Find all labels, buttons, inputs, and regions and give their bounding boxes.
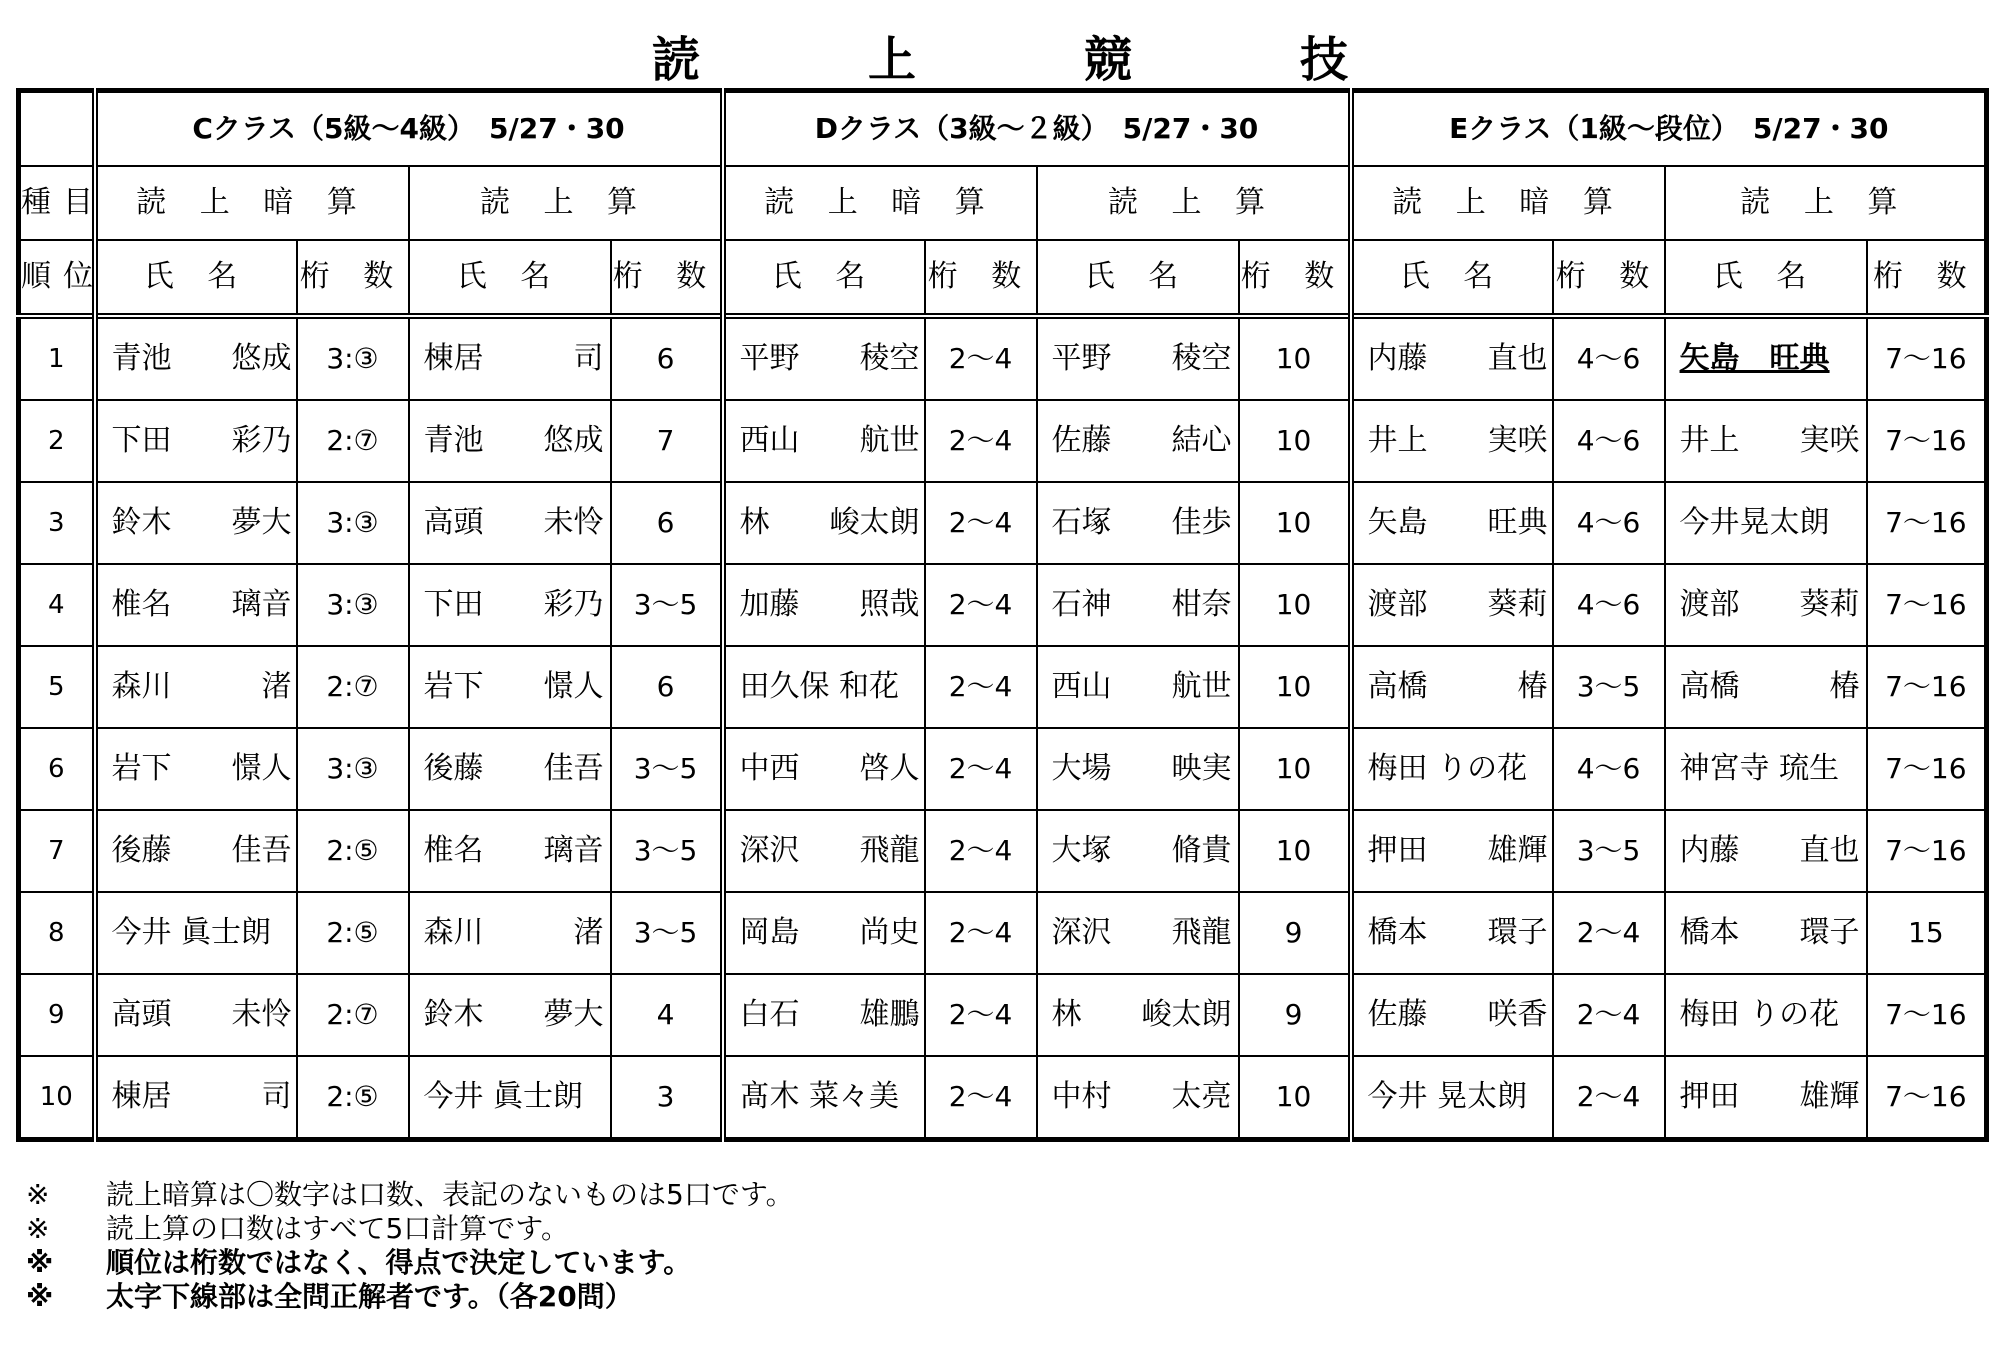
competitor-name: 石塚 佳歩 <box>1051 505 1232 540</box>
digits-cell: 10 <box>1239 316 1351 400</box>
name-cell <box>1665 728 1867 810</box>
name-cell <box>1665 974 1867 1056</box>
competitor-name: 今井 眞士朗 <box>111 915 272 950</box>
digits-cell: 2:⑦ <box>297 974 409 1056</box>
digits-cell: 7～16 <box>1867 646 1987 728</box>
competitor-name: 鈴木 夢大 <box>111 505 292 540</box>
digits-cell: 7～16 <box>1867 974 1987 1056</box>
rank-cell: 9 <box>19 974 95 1056</box>
digits-cell: 7～16 <box>1867 564 1987 646</box>
digits-cell: 2～4 <box>925 482 1037 564</box>
note-line <box>26 1280 794 1314</box>
digits-cell: 6 <box>611 482 723 564</box>
name-cell <box>1351 892 1553 974</box>
name-cell <box>1037 400 1239 482</box>
competitor-name: 林 峻太朗 <box>1051 997 1232 1032</box>
competitor-name: 梅田 りの花 <box>1679 997 1840 1032</box>
digits-cell: 10 <box>1239 400 1351 482</box>
name-cell <box>95 728 297 810</box>
table-row <box>19 974 1987 1056</box>
name-cell <box>95 482 297 564</box>
note-text: 太字下線部は全問正解者です。（各20問） <box>106 1280 633 1313</box>
table-row <box>19 728 1987 810</box>
digits-cell: 10 <box>1239 564 1351 646</box>
event-header: 読 上 算 <box>1037 166 1351 240</box>
table-row <box>19 892 1987 974</box>
competitor-name: 西山 航世 <box>1051 669 1232 704</box>
competitor-name: 岡島 尚史 <box>739 915 920 950</box>
name-cell <box>1037 974 1239 1056</box>
competitor-name: 橋本 環子 <box>1679 915 1860 950</box>
competitor-name: 森川 渚 <box>111 669 292 704</box>
name-cell <box>723 974 925 1056</box>
name-cell <box>1665 316 1867 400</box>
competitor-name: 岩下 憬人 <box>423 669 604 704</box>
rank-cell: 7 <box>19 810 95 892</box>
column-header-row <box>19 240 1987 316</box>
digits-cell: 7～16 <box>1867 482 1987 564</box>
name-cell <box>1351 810 1553 892</box>
name-cell <box>95 974 297 1056</box>
name-cell <box>409 316 611 400</box>
competitor-name: 高頭 未怜 <box>423 505 604 540</box>
competitor-name: 髙木 菜々美 <box>739 1079 900 1114</box>
competitor-name: 鈴木 夢大 <box>423 997 604 1032</box>
digits-cell: 2～4 <box>1553 1056 1665 1140</box>
note-mark: ※ <box>26 1178 50 1211</box>
name-cell <box>95 400 297 482</box>
digits-cell: 3～5 <box>611 728 723 810</box>
table-row <box>19 482 1987 564</box>
digits-column-header: 桁 数 <box>1867 240 1987 316</box>
competitor-name: 矢島 旺典 <box>1367 505 1548 540</box>
competitor-name: 今井 晃太朗 <box>1367 1079 1528 1114</box>
name-cell <box>95 810 297 892</box>
class-header: Dクラス（3級～２級） 5/27・30 <box>723 91 1351 167</box>
digits-column-header: 桁 数 <box>1239 240 1351 316</box>
name-cell <box>1351 564 1553 646</box>
competitor-name: 佐藤 結心 <box>1051 423 1232 458</box>
note-mark: ※ <box>26 1212 50 1245</box>
digits-cell: 4～6 <box>1553 728 1665 810</box>
name-cell <box>723 1056 925 1140</box>
note-line <box>26 1246 794 1280</box>
competitor-name: 青池 悠成 <box>423 423 604 458</box>
rank-cell: 1 <box>19 316 95 400</box>
name-cell <box>1665 892 1867 974</box>
digits-cell: 2～4 <box>925 400 1037 482</box>
digits-cell: 2～4 <box>925 810 1037 892</box>
name-cell <box>1665 1056 1867 1140</box>
digits-cell: 3～5 <box>611 564 723 646</box>
name-cell <box>723 482 925 564</box>
digits-cell: 9 <box>1239 974 1351 1056</box>
competitor-name: 後藤 佳吾 <box>423 751 604 786</box>
event-header-row <box>19 166 1987 240</box>
name-cell <box>409 728 611 810</box>
digits-cell: 2:⑦ <box>297 400 409 482</box>
digits-cell: 2～4 <box>925 728 1037 810</box>
competitor-name: 今井 眞士朗 <box>423 1079 584 1114</box>
event-header: 読 上 暗 算 <box>1351 166 1665 240</box>
digits-cell: 3:③ <box>297 482 409 564</box>
competitor-name: 棟居 司 <box>423 341 604 376</box>
event-header: 読 上 算 <box>1665 166 1987 240</box>
corner-cell <box>19 91 95 167</box>
competitor-name: 高橋 椿 <box>1367 669 1548 704</box>
competitor-name: 加藤 照哉 <box>739 587 920 622</box>
table-row <box>19 646 1987 728</box>
digits-column-header: 桁 数 <box>925 240 1037 316</box>
competitor-name: 高頭 未怜 <box>111 997 292 1032</box>
name-cell <box>409 482 611 564</box>
name-cell <box>723 400 925 482</box>
competitor-name: 押田 雄輝 <box>1367 833 1548 868</box>
digits-cell: 4 <box>611 974 723 1056</box>
name-cell <box>409 810 611 892</box>
digits-cell: 3～5 <box>611 810 723 892</box>
competitor-name: 押田 雄輝 <box>1679 1079 1860 1114</box>
name-cell <box>409 400 611 482</box>
table-row <box>19 564 1987 646</box>
competitor-name: 大場 映実 <box>1051 751 1232 786</box>
digits-cell: 7～16 <box>1867 728 1987 810</box>
digits-cell: 2～4 <box>925 1056 1037 1140</box>
digits-cell: 7～16 <box>1867 1056 1987 1140</box>
competitor-name: 椎名 璃音 <box>423 833 604 868</box>
competitor-name: 下田 彩乃 <box>423 587 604 622</box>
name-cell <box>1351 974 1553 1056</box>
name-column-header: 氏 名 <box>1351 240 1553 316</box>
name-cell <box>1037 646 1239 728</box>
name-cell <box>1037 1056 1239 1140</box>
name-cell <box>409 974 611 1056</box>
digits-cell: 10 <box>1239 728 1351 810</box>
competitor-name: 平野 稜空 <box>1051 341 1232 376</box>
competitor-name: 青池 悠成 <box>111 341 292 376</box>
competitor-name: 椎名 璃音 <box>111 587 292 622</box>
name-cell <box>723 646 925 728</box>
competitor-name: 大塚 脩貴 <box>1051 833 1232 868</box>
competitor-name: 渡部 葵莉 <box>1679 587 1860 622</box>
digits-column-header: 桁 数 <box>297 240 409 316</box>
digits-cell: 7～16 <box>1867 810 1987 892</box>
digits-cell: 2～4 <box>925 316 1037 400</box>
competitor-name: 森川 渚 <box>423 915 604 950</box>
rank-cell: 10 <box>19 1056 95 1140</box>
name-cell <box>723 728 925 810</box>
table-row <box>19 400 1987 482</box>
digits-cell: 3 <box>611 1056 723 1140</box>
rank-cell: 3 <box>19 482 95 564</box>
competitor-name: 渡部 葵莉 <box>1367 587 1548 622</box>
digits-cell: 10 <box>1239 1056 1351 1140</box>
digits-cell: 2:⑤ <box>297 810 409 892</box>
competitor-name: 梅田 りの花 <box>1367 751 1528 786</box>
event-label: 種目 <box>19 166 95 240</box>
competitor-name: 田久保 和花 <box>739 669 900 704</box>
digits-cell: 9 <box>1239 892 1351 974</box>
note-text: 読上算の口数はすべて5口計算です。 <box>106 1212 570 1245</box>
competitor-name: 岩下 憬人 <box>111 751 292 786</box>
competitor-name: 棟居 司 <box>111 1079 292 1114</box>
name-cell <box>1351 482 1553 564</box>
digits-cell: 6 <box>611 646 723 728</box>
competitor-name: 深沢 飛龍 <box>739 833 920 868</box>
rank-cell: 5 <box>19 646 95 728</box>
digits-cell: 10 <box>1239 646 1351 728</box>
digits-column-header: 桁 数 <box>1553 240 1665 316</box>
name-cell <box>1037 316 1239 400</box>
competitor-name: 神宮寺 琉生 <box>1679 751 1840 786</box>
rank-cell: 2 <box>19 400 95 482</box>
name-cell <box>1037 564 1239 646</box>
name-cell <box>95 892 297 974</box>
class-header-row <box>19 91 1987 167</box>
digits-cell: 3:③ <box>297 564 409 646</box>
digits-cell: 4～6 <box>1553 564 1665 646</box>
note-mark: ※ <box>26 1280 54 1313</box>
digits-cell: 7～16 <box>1867 400 1987 482</box>
results-table <box>16 88 1989 1142</box>
name-column-header: 氏 名 <box>1665 240 1867 316</box>
competitor-name: 林 峻太朗 <box>739 505 920 540</box>
name-cell <box>723 316 925 400</box>
name-cell <box>1037 728 1239 810</box>
name-column-header: 氏 名 <box>723 240 925 316</box>
name-cell <box>723 892 925 974</box>
name-cell <box>409 564 611 646</box>
digits-cell: 2～4 <box>925 974 1037 1056</box>
name-column-header: 氏 名 <box>1037 240 1239 316</box>
event-header: 読 上 暗 算 <box>723 166 1037 240</box>
name-cell <box>1665 646 1867 728</box>
name-column-header: 氏 名 <box>409 240 611 316</box>
competitor-name: 後藤 佳吾 <box>111 833 292 868</box>
digits-cell: 2～4 <box>925 564 1037 646</box>
competitor-name: 橋本 環子 <box>1367 915 1548 950</box>
name-cell <box>95 646 297 728</box>
name-cell <box>95 1056 297 1140</box>
event-header: 読 上 暗 算 <box>95 166 409 240</box>
competitor-name: 西山 航世 <box>739 423 920 458</box>
digits-cell: 4～6 <box>1553 316 1665 400</box>
digits-cell: 7～16 <box>1867 316 1987 400</box>
name-cell <box>1037 482 1239 564</box>
competitor-name: 佐藤 咲香 <box>1367 997 1548 1032</box>
rank-cell: 8 <box>19 892 95 974</box>
competitor-name: 矢島 旺典 <box>1679 341 1830 376</box>
digits-cell: 2:⑦ <box>297 646 409 728</box>
competitor-name: 井上 実咲 <box>1367 423 1548 458</box>
digits-cell: 6 <box>611 316 723 400</box>
competitor-name: 中村 太亮 <box>1051 1079 1232 1114</box>
note-mark: ※ <box>26 1246 54 1279</box>
competitor-name: 下田 彩乃 <box>111 423 292 458</box>
table-row <box>19 810 1987 892</box>
name-cell <box>1351 728 1553 810</box>
name-cell <box>1351 1056 1553 1140</box>
digits-cell: 2～4 <box>1553 974 1665 1056</box>
rank-cell: 4 <box>19 564 95 646</box>
note-text: 読上暗算は〇数字は口数、表記のないものは5口です。 <box>106 1178 794 1211</box>
name-cell <box>723 564 925 646</box>
competitor-name: 今井晃太朗 <box>1679 505 1830 540</box>
class-header: Cクラス（5級～4級） 5/27・30 <box>95 91 723 167</box>
digits-cell: 10 <box>1239 482 1351 564</box>
name-cell <box>1351 316 1553 400</box>
name-column-header: 氏 名 <box>95 240 297 316</box>
competitor-name: 深沢 飛龍 <box>1051 915 1232 950</box>
digits-cell: 3～5 <box>611 892 723 974</box>
competitor-name: 井上 実咲 <box>1679 423 1860 458</box>
rank-label: 順位 <box>19 240 95 316</box>
rank-cell: 6 <box>19 728 95 810</box>
competitor-name: 高橋 椿 <box>1679 669 1860 704</box>
name-cell <box>1665 564 1867 646</box>
digits-cell: 2～4 <box>1553 892 1665 974</box>
name-cell <box>1351 400 1553 482</box>
digits-cell: 15 <box>1867 892 1987 974</box>
name-cell <box>1665 400 1867 482</box>
name-cell <box>1037 892 1239 974</box>
digits-cell: 3～5 <box>1553 646 1665 728</box>
notes <box>26 1178 794 1314</box>
competitor-name: 中西 啓人 <box>739 751 920 786</box>
name-cell <box>409 1056 611 1140</box>
event-header: 読 上 算 <box>409 166 723 240</box>
digits-cell: 2～4 <box>925 646 1037 728</box>
table-row <box>19 316 1987 400</box>
table-row <box>19 1056 1987 1140</box>
digits-cell: 2:⑤ <box>297 1056 409 1140</box>
digits-cell: 3～5 <box>1553 810 1665 892</box>
competitor-name: 内藤 直也 <box>1679 833 1860 868</box>
note-line <box>26 1212 794 1246</box>
competitor-name: 白石 雄鵬 <box>739 997 920 1032</box>
digits-cell: 4～6 <box>1553 400 1665 482</box>
note-line <box>26 1178 794 1212</box>
digits-cell: 3:③ <box>297 316 409 400</box>
name-cell <box>95 316 297 400</box>
name-cell <box>1665 810 1867 892</box>
name-cell <box>409 892 611 974</box>
class-header: Eクラス（1級～段位） 5/27・30 <box>1351 91 1987 167</box>
digits-cell: 4～6 <box>1553 482 1665 564</box>
page-title: 読 上 競 技 <box>651 32 1408 88</box>
note-text: 順位は桁数ではなく、得点で決定しています。 <box>106 1246 692 1279</box>
digits-cell: 2:⑤ <box>297 892 409 974</box>
name-cell <box>723 810 925 892</box>
name-cell <box>409 646 611 728</box>
name-cell <box>1351 646 1553 728</box>
digits-cell: 7 <box>611 400 723 482</box>
name-cell <box>1665 482 1867 564</box>
competitor-name: 平野 稜空 <box>739 341 920 376</box>
name-cell <box>1037 810 1239 892</box>
digits-column-header: 桁 数 <box>611 240 723 316</box>
digits-cell: 10 <box>1239 810 1351 892</box>
name-cell <box>95 564 297 646</box>
digits-cell: 3:③ <box>297 728 409 810</box>
digits-cell: 2～4 <box>925 892 1037 974</box>
competitor-name: 内藤 直也 <box>1367 341 1548 376</box>
competitor-name: 石神 柑奈 <box>1051 587 1232 622</box>
